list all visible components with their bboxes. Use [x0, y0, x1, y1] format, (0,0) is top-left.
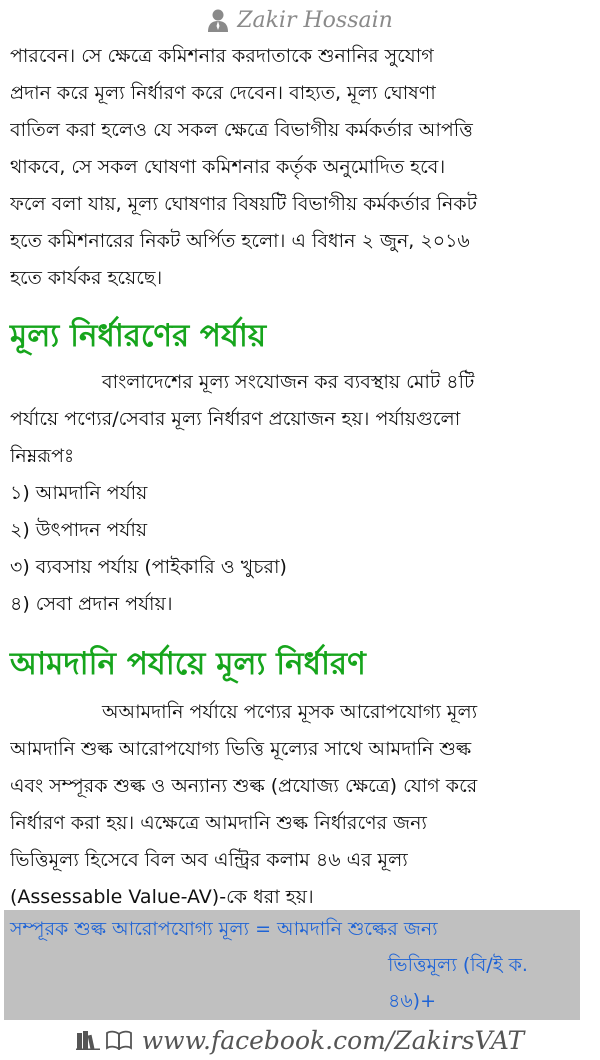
- formula-line: সম্পূরক শুল্ক আরোপযোগ্য মূল্য = আমদানি শুল্কের জন্য: [10, 918, 438, 940]
- list-item: ৩) ব্যবসায় পর্যায় (পাইকারি ও খুচরা): [10, 556, 287, 578]
- text-line: নিম্নরূপঃ: [10, 445, 75, 467]
- text-line: বাংলাদেশের মূল্য সংযোজন কর ব্যবস্থায় মোট ৪টি: [102, 371, 475, 393]
- list-item: ৪) সেবা প্রদান পর্যায়।: [10, 593, 173, 615]
- text-line: পারবেন। সে ক্ষেত্রে কমিশনার করদাতাকে শুনানির সুযোগ: [10, 45, 434, 67]
- text-line: বাতিল করা হলেও যে সকল ক্ষেত্রে বিভাগীয় কর্মকর্তার আপত্তি: [10, 119, 473, 141]
- formula-line: ভিত্তিমূল্য (বি/ই ক.: [388, 954, 528, 976]
- text-line: অআমদানি পর্যায়ে পণ্যের মূসক আরোপযোগ্য মূল্য: [102, 701, 478, 723]
- list-item: ২) উৎপাদন পর্যায়: [10, 519, 148, 541]
- text-line: হতে কমিশনারের নিকট অর্পিত হলো। এ বিধান ২ জুন, ২০১৬: [10, 230, 470, 252]
- intro-paragraph: [10, 38, 590, 297]
- text-line: ফলে বলা যায়, মূল্য ঘোষণার বিষয়টি বিভাগীয় কর্মকর্তার নিকট: [10, 193, 478, 215]
- import-valuation-paragraph: [10, 694, 590, 916]
- list-item: ১) আমদানি পর্যায়: [10, 482, 148, 504]
- page-header: [0, 4, 600, 36]
- books-icon: [76, 1030, 100, 1050]
- text-line: প্রদান করে মূল্য নির্ধারণ করে দেবেন। বাহ্যত, মূল্য ঘোষণা: [10, 82, 436, 104]
- text-line: হতে কার্যকর হয়েছে।: [10, 267, 163, 289]
- text-line: এবং সম্পূরক শুল্ক ও অন্যান্য শুল্ক (প্রযোজ্য ক্ষেত্রে) যোগ করে: [10, 775, 478, 797]
- section-heading-valuation-stages: মূল্য নির্ধারণের পর্যায়: [10, 318, 267, 354]
- formula-line: ৪৬)+: [388, 990, 437, 1012]
- facebook-link[interactable]: www.facebook.com/ZakirsVAT: [141, 1025, 525, 1055]
- formula-box: [4, 910, 580, 1020]
- text-line: (Assessable Value-AV)-কে ধরা হয়।: [10, 886, 314, 908]
- text-line: থাকবে, সে সকল ঘোষণা কমিশনার কর্তৃক অনুমোদিত হবে।: [10, 156, 446, 178]
- person-icon: [207, 8, 229, 32]
- open-book-icon: [106, 1030, 132, 1050]
- text-line: পর্যায়ে পণ্যের/সেবার মূল্য নির্ধারণ প্রয়োজন হয়। পর্যায়গুলো: [10, 408, 461, 430]
- text-line: ভিত্তিমূল্য হিসেবে বিল অব এন্ট্রির কলাম ৪৬ এর মূল্য: [10, 849, 408, 871]
- section-heading-import-valuation: আমদানি পর্যায়ে মূল্য নির্ধারণ: [10, 646, 366, 682]
- text-line: নির্ধারণ করা হয়। এক্ষেত্রে আমদানি শুল্ক নির্ধারণের জন্য: [10, 812, 427, 834]
- text-line: আমদানি শুল্ক আরোপযোগ্য ভিত্তি মূল্যের সাথে আমদানি শুল্ক: [10, 738, 472, 760]
- page-footer: [0, 1022, 600, 1058]
- stages-intro-paragraph: [10, 364, 590, 475]
- author-name: Zakir Hossain: [237, 7, 393, 33]
- stages-list: [10, 475, 287, 623]
